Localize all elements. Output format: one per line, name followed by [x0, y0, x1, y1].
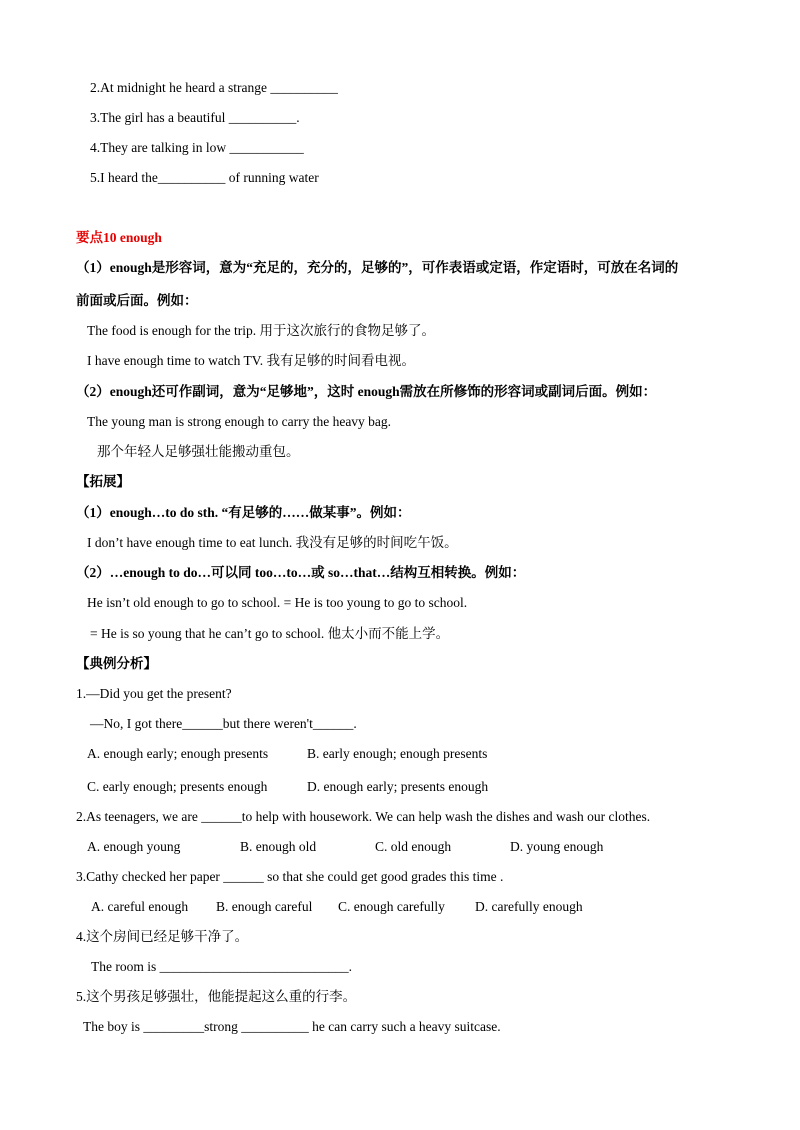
question-1-option-b: B. early enough; enough presents [307, 746, 488, 761]
example-4: I don’t have enough time to eat lunch. 我没有足够的时间吃午饭。 [87, 535, 458, 550]
section-title: 要点10 enough [76, 230, 162, 245]
fill-blank-3: 3.The girl has a beautiful __________. [90, 110, 300, 125]
point-1-line-a: （1）enough是形容词，意为“充足的，充分的，足够的”，可作表语或定语，作定语时，可放在名词的 [76, 260, 679, 275]
example-3-translation: 那个年轻人足够强壮能搬动重包。 [97, 444, 300, 459]
question-2: 2.As teenagers, we are ______to help with housework. We can help wash the dishes and wash our clothes. [76, 809, 651, 824]
analysis-title: 【典例分析】 [76, 656, 157, 671]
question-5-answer-line: The boy is _________strong __________ he can carry such a heavy suitcase. [83, 1019, 501, 1034]
question-2-option-b: B. enough old [240, 839, 317, 854]
expand-1: （1）enough…to do sth. “有足够的……做某事”。例如： [76, 505, 411, 520]
example-3: The young man is strong enough to carry the heavy bag. [87, 414, 392, 429]
fill-blank-5: 5.I heard the__________ of running water [90, 170, 319, 185]
question-3-option-b: B. enough careful [216, 899, 313, 914]
question-1-option-a: A. enough early; enough presents [87, 746, 269, 761]
example-6: = He is so young that he can’t go to school. 他太小而不能上学。 [90, 626, 450, 641]
expand-title: 【拓展】 [76, 474, 130, 489]
question-1-reply: —No, I got there______but there weren't______. [90, 716, 357, 731]
question-2-option-d: D. young enough [510, 839, 604, 854]
question-3-option-d: D. carefully enough [475, 899, 583, 914]
example-5: He isn’t old enough to go to school. = He is too young to go to school. [87, 595, 468, 610]
question-5: 5.这个男孩足够强壮，他能提起这么重的行李。 [76, 989, 357, 1004]
question-2-option-a: A. enough young [87, 839, 181, 854]
example-1: The food is enough for the trip. 用于这次旅行的食物足够了。 [87, 323, 435, 338]
expand-2: （2）…enough to do…可以同 too…to…或 so…that…结构互相转换。例如： [76, 565, 526, 580]
question-4-answer-line: The room is ____________________________. [91, 959, 352, 974]
question-1: 1.—Did you get the present? [76, 686, 232, 701]
question-2-option-c: C. old enough [375, 839, 452, 854]
fill-blank-4: 4.They are talking in low ___________ [90, 140, 304, 155]
question-1-option-c: C. early enough; presents enough [87, 779, 268, 794]
question-1-option-d: D. enough early; presents enough [307, 779, 489, 794]
question-4: 4.这个房间已经足够干净了。 [76, 929, 249, 944]
fill-blank-2: 2.At midnight he heard a strange __________ [90, 80, 338, 95]
point-2: （2）enough还可作副词，意为“足够地”，这时 enough需放在所修饰的形容词或副词后面。例如： [76, 384, 657, 399]
question-3: 3.Cathy checked her paper ______ so that she could get good grades this time . [76, 869, 504, 884]
question-3-option-c: C. enough carefully [338, 899, 445, 914]
point-1-line-b: 前面或后面。例如： [76, 293, 198, 308]
question-3-option-a: A. careful enough [91, 899, 189, 914]
example-2: I have enough time to watch TV. 我有足够的时间看电视。 [87, 353, 415, 368]
